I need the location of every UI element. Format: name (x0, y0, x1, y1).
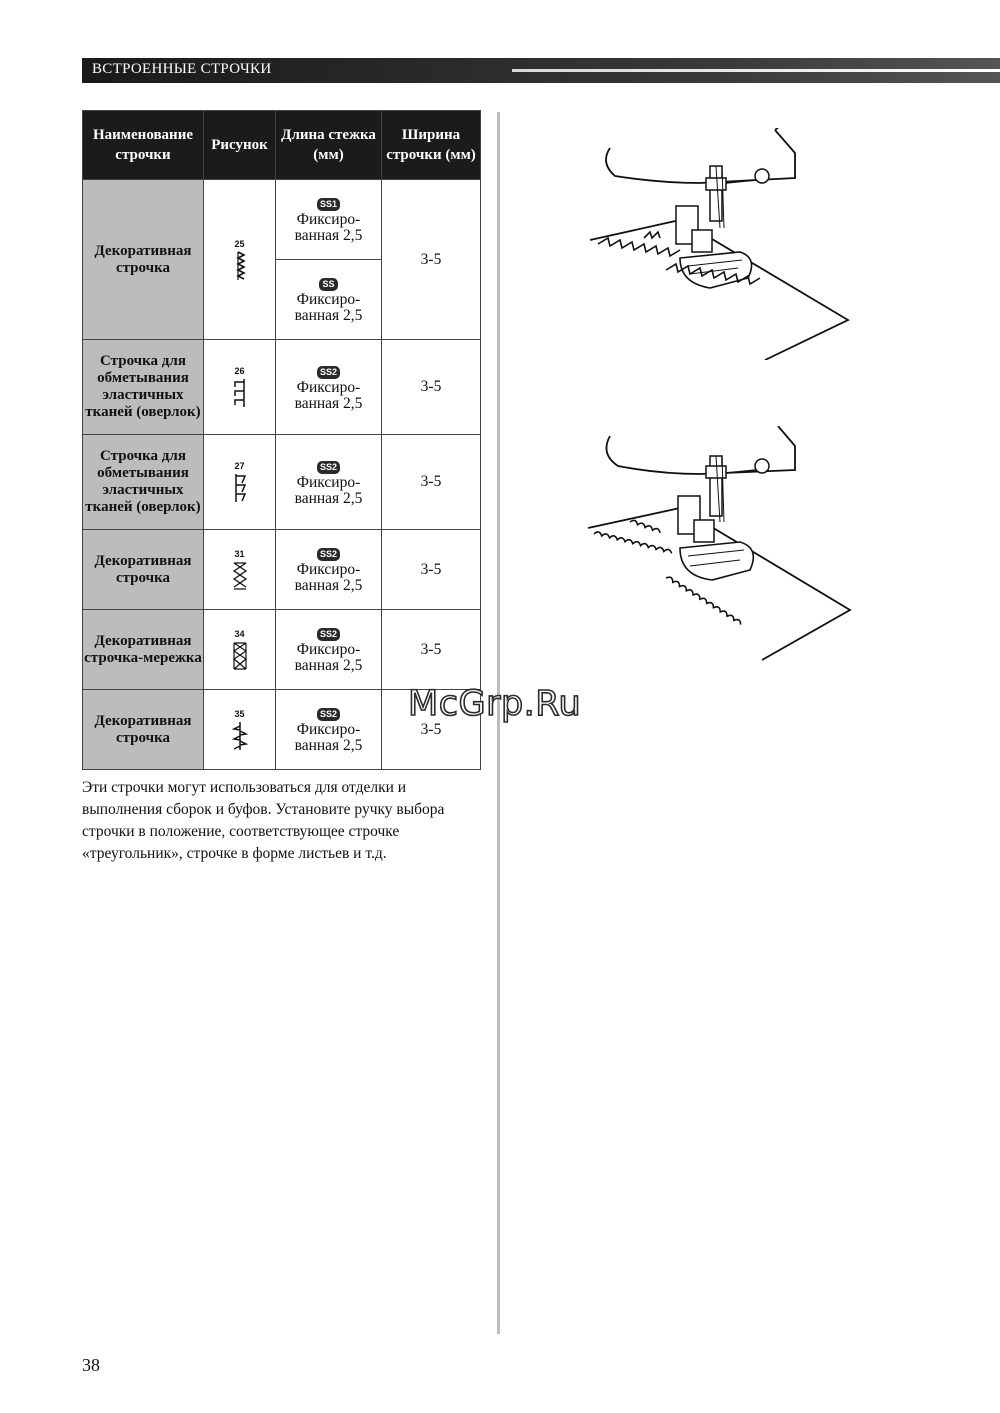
table-row (83, 180, 481, 260)
stitch-length: Фиксиро-ванная 2,5 (294, 473, 363, 507)
stitch-length-cell (276, 690, 382, 770)
stitch-name: Декоративная строчка (83, 690, 204, 770)
ss2-badge-icon: SS2 (317, 628, 340, 641)
stitch-length: Фиксиро-ванная 2,5 (294, 211, 363, 244)
stitch-name: Декоративная строчка-мережка (83, 610, 204, 690)
stitch-table (82, 110, 481, 770)
table-header-row (83, 111, 481, 180)
body-paragraph: Эти строчки могут использоваться для отделки и выполнения сборок и буфов. Установите ручку выбора строчки в положение, соответствующее строчке «треугольник», строчке в форме листьев и т.д. (82, 779, 445, 862)
stitch-width: 3-5 (382, 180, 481, 340)
header-name: Наименование строчки (83, 111, 204, 180)
table-row (83, 435, 481, 530)
stitch-length: Фиксиро-ванная 2,5 (294, 378, 363, 412)
header-width: Ширина строчки (мм) (382, 111, 481, 180)
stitch-name: Строчка для обметывания эластичных тканей (оверлок) (83, 340, 204, 435)
sewing-presser-foot-illustration-2 (580, 426, 870, 666)
header-length: Длина стежка (мм) (276, 111, 382, 180)
page-number: 38 (82, 1355, 100, 1375)
stitch-length-cell (276, 340, 382, 435)
ladder-stitch-icon (232, 641, 248, 671)
stitch-length-cell (276, 180, 382, 260)
header-picture: Рисунок (204, 111, 276, 180)
stitch-length: Фиксиро-ванная 2,5 (294, 561, 363, 594)
leaf-stitch-icon (232, 721, 248, 751)
cross-stitch-icon (232, 561, 248, 591)
stitch-picture (204, 435, 276, 530)
stitch-width: 3-5 (382, 435, 481, 530)
ss1-badge-icon: SS1 (317, 198, 340, 211)
stitch-picture (204, 690, 276, 770)
stitch-width: 3-5 (382, 340, 481, 435)
header-rule (512, 69, 1000, 72)
overlock-stitch-icon (232, 473, 248, 503)
stitch-picture (204, 610, 276, 690)
ss2-badge-icon: SS2 (317, 366, 340, 379)
stitch-name: Строчка для обметывания эластичных тканей (оверлок) (83, 435, 204, 530)
pattern-number: 27 (234, 461, 245, 471)
table-row (83, 610, 481, 690)
sewing-presser-foot-illustration-1 (580, 128, 870, 360)
stitch-length-cell (276, 530, 382, 610)
ss2-badge-icon: SS2 (317, 461, 340, 474)
overlock-stitch-icon (232, 378, 248, 408)
pattern-number: 25 (234, 238, 245, 249)
stitch-picture (204, 180, 276, 340)
pattern-number: 31 (234, 548, 245, 559)
table-row (83, 530, 481, 610)
stitch-width: 3-5 (382, 610, 481, 690)
stitch-picture (204, 530, 276, 610)
section-header-bar (82, 58, 1000, 83)
stitch-picture (204, 340, 276, 435)
zigzag-stitch-icon (233, 251, 247, 281)
table-row (83, 340, 481, 435)
stitch-name: Декоративная строчка (83, 530, 204, 610)
pattern-number: 34 (234, 628, 245, 639)
pattern-number: 35 (234, 708, 245, 719)
ss2-badge-icon: SS2 (317, 708, 340, 721)
stitch-length: Фиксиро-ванная 2,5 (294, 721, 363, 754)
stitch-name: Декоративная строчка (83, 180, 204, 340)
stitch-length-cell (276, 435, 382, 530)
stitch-length: Фиксиро-ванная 2,5 (294, 291, 363, 324)
ss2-badge-icon: SS2 (317, 548, 340, 561)
section-title: ВСТРОЕННЫЕ СТРОЧКИ (92, 61, 272, 77)
ss-badge-icon: SS (319, 278, 337, 291)
stitch-length-cell (276, 260, 382, 340)
stitch-length-cell (276, 610, 382, 690)
pattern-number: 26 (234, 366, 245, 376)
watermark-logo: McGrp.Ru (408, 684, 582, 724)
stitch-width: 3-5 (382, 530, 481, 610)
stitch-width: 3-5 (382, 690, 481, 770)
stitch-length: Фиксиро-ванная 2,5 (294, 641, 363, 674)
